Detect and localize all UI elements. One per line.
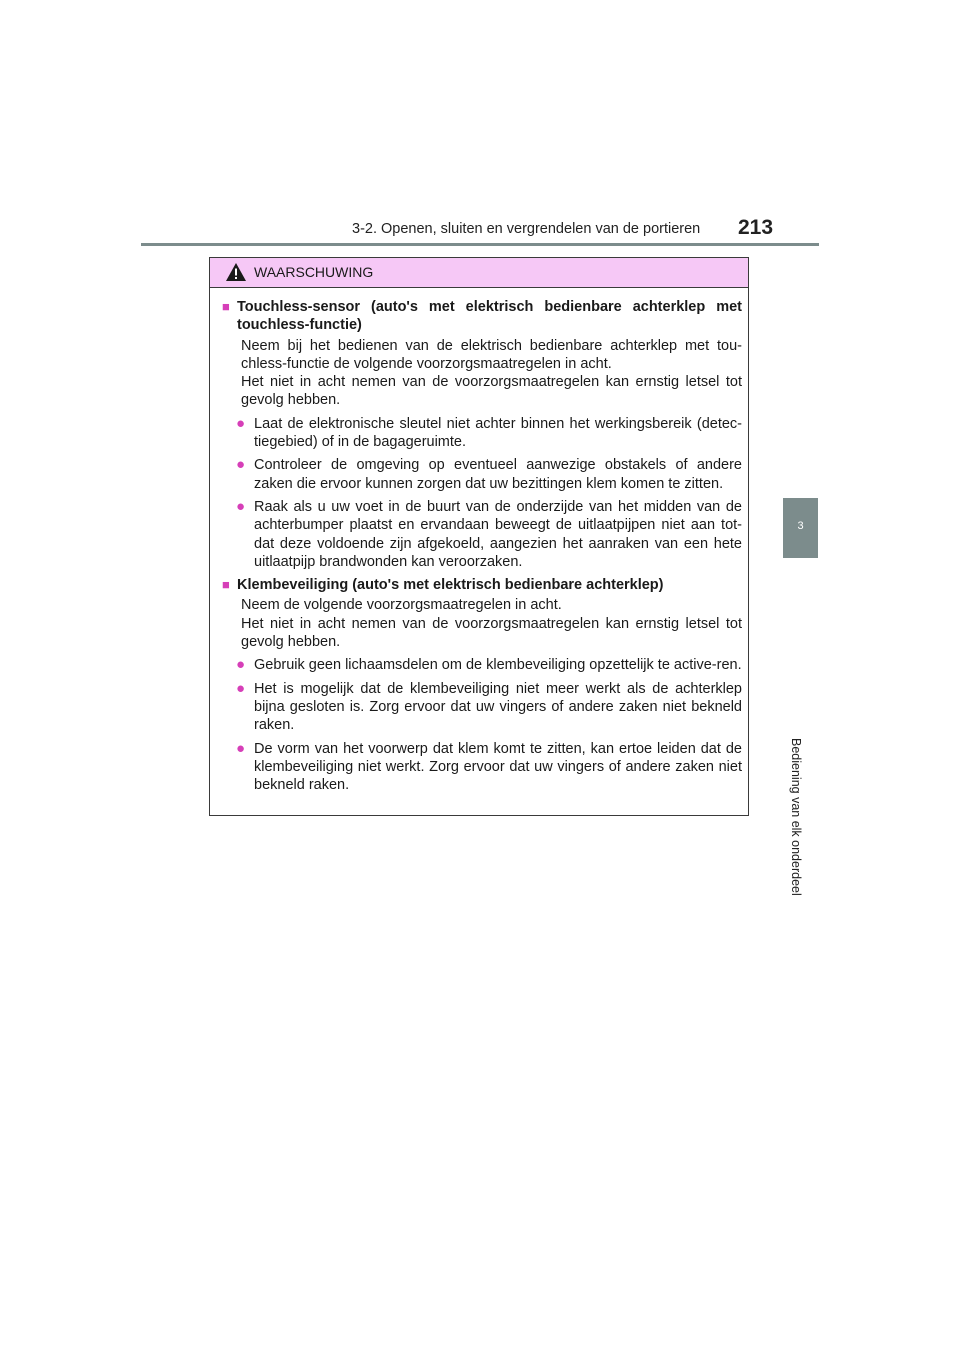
- paragraph: Neem de volgende voorzorgsmaatregelen in acht.: [241, 597, 562, 614]
- list-item-text: Het is mogelijk dat de klembeveiliging niet meer werkt als de achterklep bijna gesloten is. Zorg ervoor dat uw vingers of andere zaken niet bekneld raken.: [254, 680, 742, 734]
- paragraph: Neem bij het bedienen van de elektrisch bedienbare achterklep met tou-chless-functie de volgende voorzorgsmaatregelen in acht.: [241, 337, 742, 372]
- list-item: [236, 498, 742, 571]
- square-bullet-icon: ■: [222, 577, 230, 593]
- list-item-text: De vorm van het voorwerp dat klem komt te zitten, kan ertoe leiden dat de klembeveiliging niet werkt. Zorg ervoor dat uw vingers of andere zaken niet bekneld raken.: [254, 740, 742, 794]
- square-bullet-icon: ■: [222, 299, 230, 314]
- round-bullet-icon: ●: [236, 414, 246, 432]
- warning-box: [209, 257, 749, 816]
- page-number: 213: [738, 216, 774, 239]
- chapter-section-label: Bediening van elk onderdeel: [789, 738, 803, 896]
- round-bullet-icon: ●: [236, 497, 246, 515]
- warning-body: [210, 288, 748, 794]
- list-item: [236, 680, 742, 735]
- warning-title: WAARSCHUWING: [254, 264, 374, 280]
- list-item: [236, 740, 742, 795]
- section-heading: [222, 576, 742, 594]
- section-heading: [222, 298, 742, 335]
- round-bullet-icon: ●: [236, 739, 246, 757]
- list-item-text: Gebruik geen lichaamsdelen om de klembeveiliging opzettelijk te active-ren.: [254, 657, 742, 674]
- list-item-text: Raak als u uw voet in de buurt van de onderzijde van het midden van de achterbumper plaatst en ervandaan beweegt de uitlaatpijpen niet aan tot-dat deze voldoende zijn afgekoeld, aangezien het aanraken van een hete uitlaatpijp brandwonden kan veroorzaken.: [254, 498, 742, 570]
- list-item: [236, 656, 742, 674]
- round-bullet-icon: ●: [236, 679, 246, 697]
- chapter-tab-number: 3: [797, 520, 804, 532]
- list-item-text: Laat de elektronische sleutel niet achter binnen het werkingsbereik (detec-tiegebied) of in de bagageruimte.: [254, 415, 742, 451]
- round-bullet-icon: ●: [236, 656, 246, 674]
- warning-triangle-icon: [225, 262, 247, 282]
- section-heading-text: Klembeveiliging (auto's met elektrisch bedienbare achterklep): [237, 577, 664, 594]
- header-rule: [141, 243, 819, 246]
- header-title: 3-2. Openen, sluiten en vergrendelen van de portieren: [352, 221, 701, 237]
- list-item-text: Controleer de omgeving op eventueel aanwezige obstakels of andere zaken die ervoor kunnen zorgen dat uw bezittingen klem komen te zitten.: [254, 457, 742, 492]
- list-item: [236, 415, 742, 452]
- section-heading-text: Touchless-sensor (auto's met elektrisch bedienbare achterklep met touchless-functie): [237, 299, 742, 334]
- paragraph: Het niet in acht nemen van de voorzorgsmaatregelen kan ernstig letsel tot gevolg hebben.: [241, 374, 742, 409]
- paragraph: Het niet in acht nemen van de voorzorgsmaatregelen kan ernstig letsel tot gevolg hebben.: [241, 615, 742, 651]
- list-item: [236, 456, 742, 493]
- round-bullet-icon: ●: [236, 456, 246, 474]
- warning-header: [210, 258, 748, 288]
